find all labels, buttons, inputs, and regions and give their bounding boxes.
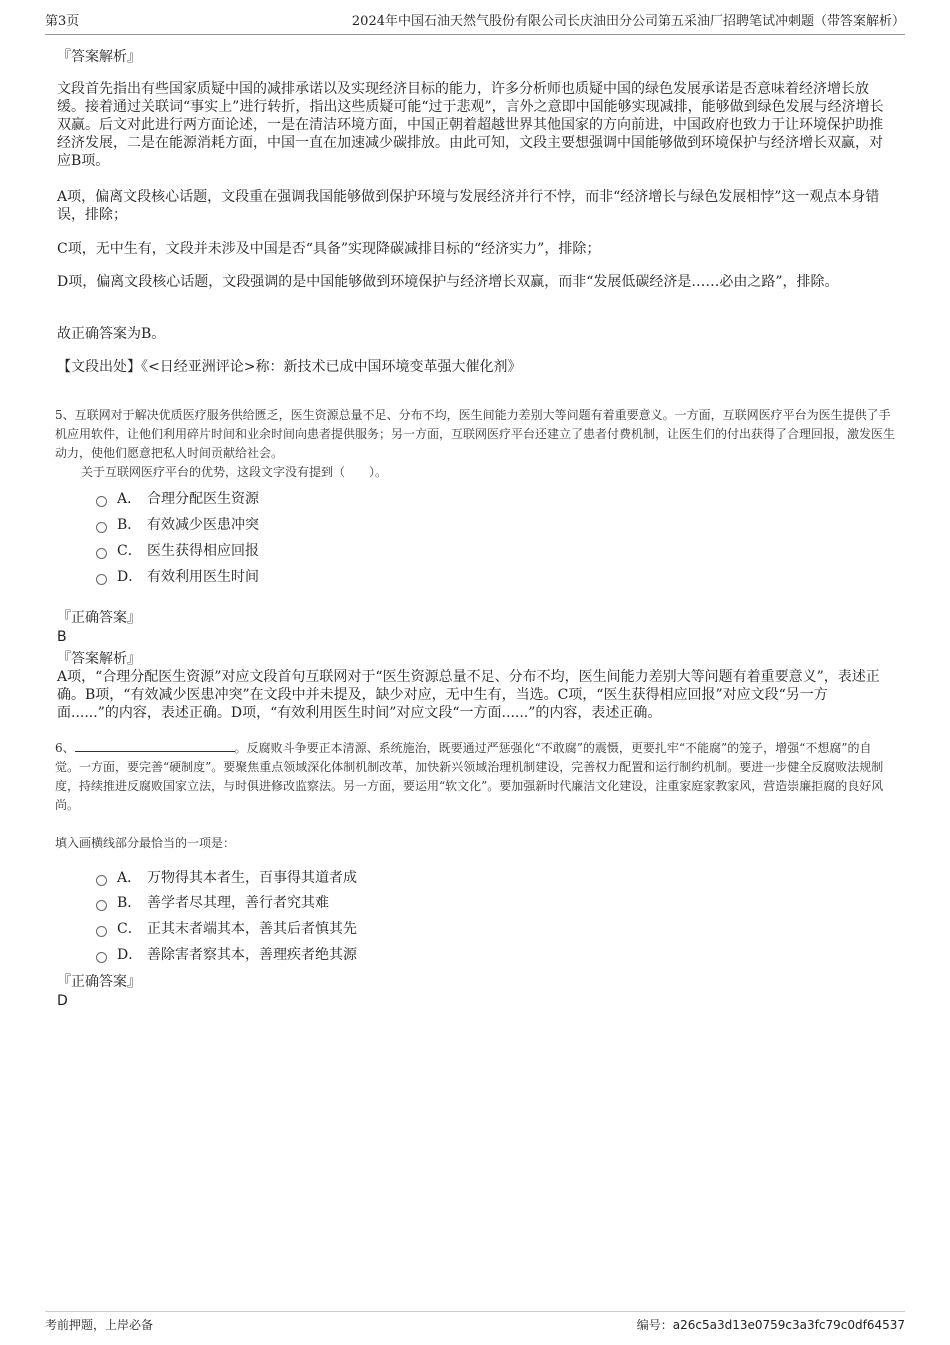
- question-5-stem: 5、互联网对于解决优质医疗服务供给匮乏，医生资源总量不足、分布不均，医生间能力差别大等问题有着重要意义。一方面，互联网医疗平台为医生提供了手机应用软件，让他们利用碎片时间和业余时间向患者提供服务；另一方面，互联网医疗平台还建立了患者付费机制，让医生们的付出获得了合理回报，激发医生动力，使他们愿意把私人时间贡献给社会。 关于互联网医疗平台的优势，这段文字没有提到（ ）。: [55, 406, 895, 482]
- question-5-answer-label: 『正确答案』: [57, 610, 141, 626]
- analysis-option-a: A项，偏离文段核心话题，文段重在强调我国能够做到保护环境与发展经济并行不悖，而非“经济增长与绿色发展相悖”这一观点本身错误，排除；: [57, 189, 880, 223]
- question-5-analysis-label: 『答案解析』: [57, 651, 141, 667]
- page-header: [45, 12, 905, 35]
- analysis-option-c: C项，无中生有，文段并未涉及中国是否“具备”实现降碳减排目标的“经济实力”，排除；: [57, 241, 601, 257]
- source-citation: 【文段出处】《<日经亚洲评论>称：新技术已成中国环境变革强大催化剂》: [57, 359, 522, 375]
- question-5-option-a[interactable]: A． 合理分配医生资源: [96, 490, 259, 508]
- radio-icon[interactable]: [96, 952, 107, 963]
- radio-icon[interactable]: [96, 522, 107, 533]
- question-6-stem: 6、 。反腐败斗争要正本清源、系统施治，既要通过严惩强化“不敢腐”的震慑，更要扎牢“不能腐”的笼子，增强“不想腐”的自觉。一方面，要完善“硬制度”。要聚焦重点领域深化体制机制改革，加快新兴领域治理机制建设，完善权力配置和运行制约机制。要进一步健全反腐败法规制度，持续推进反腐败国家立法，与时俱进修改监察法。另一方面，要运用“软文化”。要加强新时代廉洁文化建设，注重家庭家教家风，营造崇廉拒腐的良好风尚。: [55, 741, 884, 812]
- question-5-prompt: 关于互联网医疗平台的优势，这段文字没有提到（ ）。: [81, 465, 388, 479]
- radio-icon[interactable]: [96, 926, 107, 937]
- question-5-option-b[interactable]: B． 有效减少医患冲突: [96, 516, 259, 534]
- radio-icon[interactable]: [96, 900, 107, 911]
- radio-icon[interactable]: [96, 496, 107, 507]
- question-6-option-d[interactable]: D． 善除害者察其本，善理疾者绝其源: [96, 946, 357, 964]
- question-6-answer: D: [57, 993, 68, 1009]
- radio-icon[interactable]: [96, 875, 107, 886]
- document-title: 2024年中国石油天然气股份有限公司长庆油田分公司第五采油厂招聘笔试冲刺题（带答案解析）: [351, 14, 905, 29]
- radio-icon[interactable]: [96, 574, 107, 585]
- question-5-option-c[interactable]: C． 医生获得相应回报: [96, 542, 259, 560]
- question-6-answer-label: 『正确答案』: [57, 974, 141, 990]
- question-6-prompt: 填入画横线部分最恰当的一项是：: [55, 836, 236, 850]
- question-6-option-c[interactable]: C． 正其末者端其本，善其后者慎其先: [96, 920, 357, 938]
- fill-blank: [75, 739, 235, 752]
- analysis-label: 『答案解析』: [57, 49, 141, 65]
- footer-slogan: 考前押题，上岸必备: [45, 1318, 154, 1332]
- radio-icon[interactable]: [96, 548, 107, 559]
- document-code: 编号：a26c5a3d13e0759c3a3fc79c0df64537: [636, 1318, 905, 1332]
- question-5-analysis: A项，“合理分配医生资源”对应文段首句互联网对于“医生资源总量不足、分布不均，医生间能力差别大等问题有着重要意义”，表述正确。B项，“有效减少医患冲突”在文段中并未提及，缺少对应，无中生有，当选。C项，“医生获得相应回报”对应文段“另一方面......”的内容，表述正确。D项，“有效利用医生时间”对应文段“一方面......”的内容，表述正确。: [57, 669, 880, 721]
- page-number: 第3页: [45, 14, 80, 29]
- question-6-option-a[interactable]: A． 万物得其本者生，百事得其道者成: [96, 869, 357, 887]
- analysis-option-d: D项，偏离文段核心话题，文段强调的是中国能够做到环境保护与经济增长双赢，而非“发展低碳经济是……必由之路”，排除。: [57, 274, 839, 290]
- question-5-answer: B: [57, 629, 67, 645]
- page-footer: [45, 1311, 905, 1336]
- analysis-paragraph: 文段首先指出有些国家质疑中国的减排承诺以及实现经济目标的能力，许多分析师也质疑中国的绿色发展承诺是否意味着经济增长放缓。接着通过关联词“事实上”进行转折，指出这些质疑可能“过于悲观”，言外之意即中国能够实现减排，能够做到绿色发展与经济增长双赢。后文对此进行两方面论述，一是在清洁环境方面，中国正朝着超越世界其他国家的方向前进，中国政府也致力于让环境保护助推经济发展，二是在能源消耗方面，中国一直在加速减少碳排放。由此可知，文段主要想强调中国能够做到环境保护与经济增长双赢，对应B项。: [57, 81, 884, 169]
- question-5-option-d[interactable]: D． 有效利用医生时间: [96, 568, 259, 586]
- question-6-option-b[interactable]: B． 善学者尽其理，善行者究其难: [96, 894, 329, 912]
- correct-answer-text: 故正确答案为B。: [57, 326, 166, 342]
